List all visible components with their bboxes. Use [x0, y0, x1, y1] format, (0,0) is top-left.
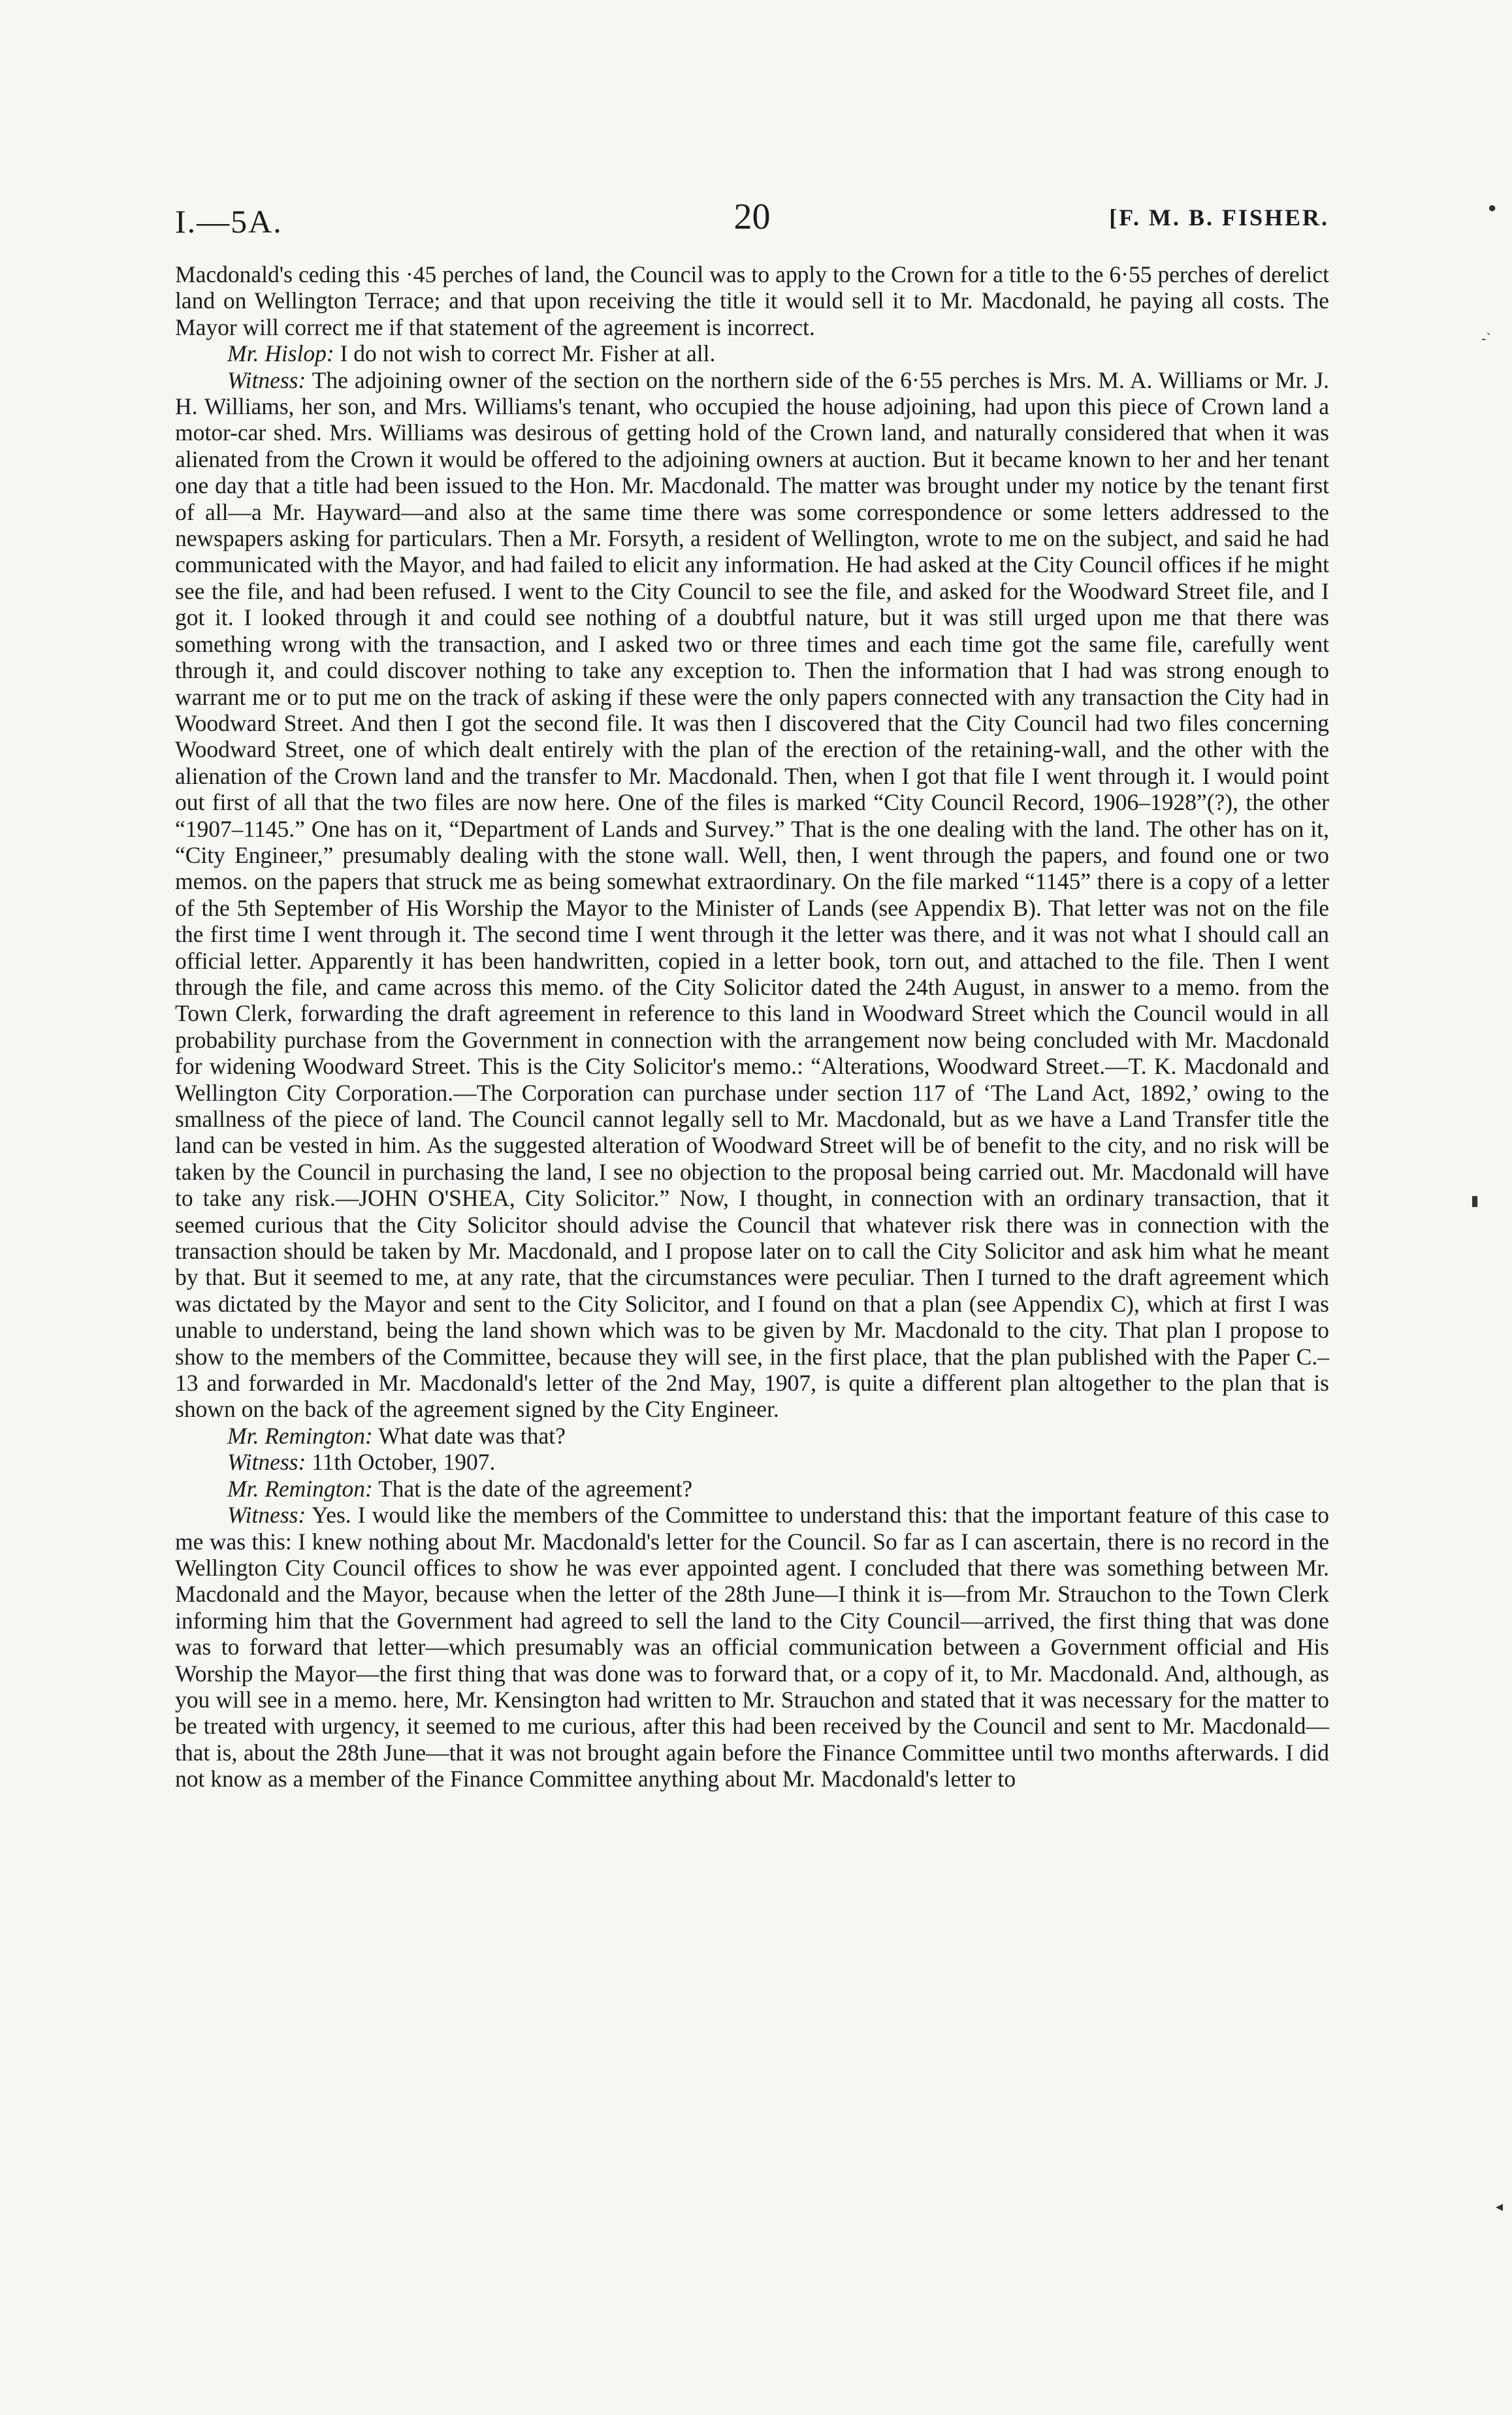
speaker-label: Witness: — [227, 366, 306, 393]
page-header — [175, 196, 1329, 248]
margin-speck: ● — [1488, 199, 1497, 216]
paragraph-text: I do not wish to correct Mr. Fisher at all. — [340, 340, 716, 367]
speaker-label: Mr. Remington: — [227, 1422, 373, 1449]
speaker-label: Witness: — [227, 1449, 306, 1476]
paragraph-text: Macdonald's ceding this ·45 perches of land, the Council was to apply to the Crown for a title to the 6·55 perches of derelict land on Wellington Terrace; and that upon receiving the title it would sell it to Mr. Macdonald, he paying all costs. The Mayor will correct me if that statement of the agreement is incorrect. — [175, 261, 1329, 340]
paragraph-hislop — [175, 340, 1329, 366]
paragraph-text: That is the date of the agreement? — [378, 1475, 693, 1502]
margin-speck: -` — [1481, 330, 1491, 346]
page-number: 20 — [733, 197, 771, 237]
margin-speck: ▮ — [1471, 1192, 1479, 1208]
paragraph-continuation — [175, 261, 1329, 340]
transcript-body — [175, 261, 1329, 1792]
paragraph-text: 11th October, 1907. — [312, 1449, 496, 1476]
paragraph-text: The adjoining owner of the section on the northern side of the 6·55 perches is Mrs. M. A. Williams or Mr. J. H. Williams, her son, and Mrs. Williams's tenant, who occupied the house adjoining, had upon this piece of Crown land a motor-car shed. Mrs. Williams was desirous of getting hold of the Crown land, and naturally considered that when it was alienated from the Crown it would be offered to the adjoining owners at auction. But it became known to her and her tenant one day that a title had been issued to the Hon. Mr. Macdonald. The matter was brought under my notice by the tenant first of all—a Mr. Hayward—and also at the same time there was some correspondence or some letters addressed to the newspapers asking for particulars. Then a Mr. Forsyth, a resident of Wellington, wrote to me on the subject, and said he had communicated with the Mayor, and had failed to elicit any information. He had asked at the City Council offices if he might see the file, and had been refused. I went to the City Council to see the file, and asked for the Woodward Street file, and I got it. I looked through it and could see nothing of a doubtful nature, but it was still urged upon me that there was something wrong with the transaction, and I asked two or three times and each time got the same file, carefully went through it, and could discover nothing to take any exception to. Then the information that I had was strong enough to warrant me or to put me on the track of asking if these were the only papers connected with any transaction the City had in Woodward Street. And then I got the second file. It was then I discovered that the City Council had two files concerning Woodward Street, one of which dealt entirely with the plan of the erection of the retaining-wall, and the other with the alienation of the Crown land and the transfer to Mr. Macdonald. Then, when I got that file I went through it. I would point out first of all that the two files are now here. One of the files is marked “City Council Record, 1906–1928”(?), the other “1907–1145.” One has on it, “Department of Lands and Survey.” That is the one dealing with the land. The other has on it, “City Engineer,” presumably dealing with the stone wall. Well, then, I went through the papers, and found one or two memos. on the papers that struck me as being somewhat extraordinary. On the file marked “1145” there is a copy of a letter of the 5th September of His Worship the Mayor to the Minister of Lands (see Appendix B). That letter was not on the file the first time I went through it. The second time I went through it the letter was there, and it was not what I should call an official letter. Apparently it has been handwritten, copied in a letter book, torn out, and attached to the file. Then I went through the file, and came across this memo. of the City Solicitor dated the 24th August, in answer to a memo. from the Town Clerk, forwarding the draft agreement in reference to this land in Woodward Street which the Council would in all probability purchase from the Government in connection with the arrangement now being concluded with Mr. Macdonald for widening Woodward Street. This is the City Solicitor's memo.: “Alterations, Woodward Street.—T. K. Macdonald and Wellington City Corporation.—The Corporation can purchase under section 117 of ‘The Land Act, 1892,’ owing to the smallness of the piece of land. The Council cannot legally sell to Mr. Macdonald, but as we have a Land Transfer title the land can be vested in him. As the suggested alteration of Woodward Street will be of benefit to the city, and no risk will be taken by the Council in purchasing the land, I see no objection to the proposal being carried out. Mr. Macdonald will have to take any risk.—JOHN O'SHEA, City Solicitor.” Now, I thought, in connection with an ordinary transaction, that it seemed curious that the City Solicitor should advise the Council that whatever risk there was in connection with the transaction should be taken by Mr. Macdonald, and I propose later on to call the City Solicitor and ask him what he meant by that. But it seemed to me, at any rate, that the circumstances were peculiar. Then I turned to the draft agreement which was dictated by the Mayor and sent to the City Solicitor, and I found on that a plan (see Appendix C), which at first I was unable to understand, being the land shown which was to be given by Mr. Macdonald to the city. That plan I propose to show to the members of the Committee, because they will see, in the first place, that the plan published with the Paper C.–13 and forwarded in Mr. Macdonald's letter of the 2nd May, 1907, is quite a different plan altogether to the plan that is shown on the back of the agreement signed by the City Engineer. — [175, 366, 1330, 1423]
speaker-label: Witness: — [227, 1502, 306, 1529]
paragraph-witness-answer — [175, 1449, 1329, 1475]
paragraph-remington-followup — [175, 1476, 1329, 1502]
margin-speck: ◂ — [1496, 2198, 1504, 2214]
speaker-label: Mr. Hislop: — [227, 340, 334, 367]
speaker-label: Mr. Remington: — [227, 1475, 373, 1502]
witness-heading: [F. M. B. FISHER. — [1109, 204, 1329, 231]
paragraph-remington-question — [175, 1423, 1329, 1449]
paragraph-witness-testimony — [175, 367, 1329, 1423]
paragraph-text: Yes. I would like the members of the Committee to understand this: that the important feature of this case to me was this: I knew nothing about Mr. Macdonald's letter for the Council. So far as I can ascertain, there is no record in the Wellington City Council offices to show he was ever appointed agent. I concluded that there was something between Mr. Macdonald and the Mayor, because when the letter of the 28th June—I think it is—from Mr. Strauchon to the Town Clerk informing him that the Government had agreed to sell the land to the City Council—arrived, the first thing that was done was to forward that letter—which presumably was an official communication between a Government official and His Worship the Mayor—the first thing that was done was to forward that, or a copy of it, to Mr. Macdonald. And, although, as you will see in a memo. here, Mr. Kensington had written to Mr. Strauchon and stated that it was necessary for the matter to be treated with urgency, it seemed to me curious, after this had been received by the Council and sent to Mr. Macdonald—that is, about the 28th June—that it was not brought again before the Finance Committee until two months afterwards. I did not know as a member of the Finance Committee anything about Mr. Macdonald's letter to — [175, 1502, 1329, 1792]
paragraph-text: What date was that? — [378, 1422, 566, 1449]
document-reference: I.—5A. — [175, 203, 283, 240]
paragraph-witness-final — [175, 1502, 1329, 1792]
